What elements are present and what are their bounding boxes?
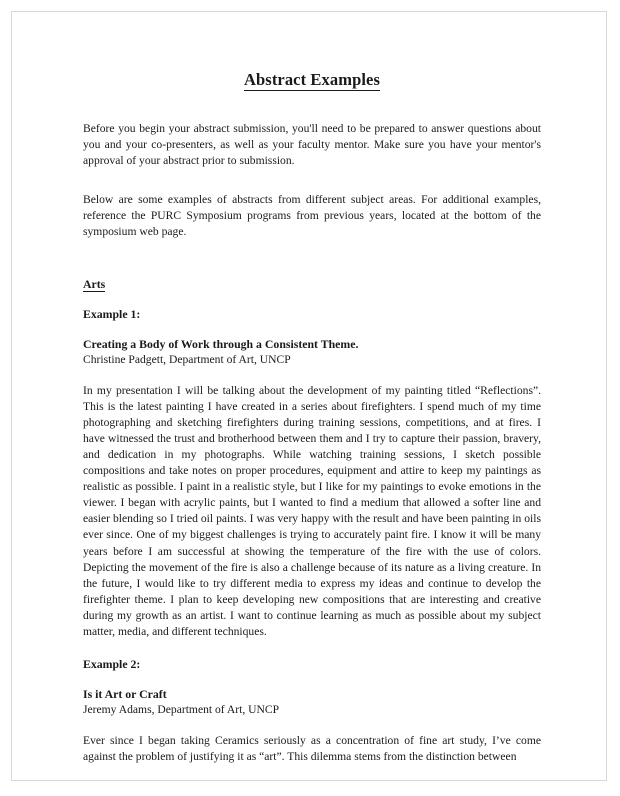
example-1-title: Creating a Body of Work through a Consistent Theme. [83, 336, 359, 351]
example-1-body: In my presentation I will be talking about the development of my painting titled “Reflections”. This is the latest painting I have created in a series about firefighters. I spend much of my time photographing and sketching firefighters during training sessions, competitions, and at fires. I have witnessed the trust and brotherhood between them and I try to capture their passion, bravery, and dedication in my photographs. While watching training sessions, I sketch possible compositions and take notes on proper procedures, equipment and attire to keep my paintings as realistic as possible. I paint in a realistic style, but I like for my paintings to evoke emotions in the viewer. I began with acrylic paints, but I wanted to find a medium that allowed a softer line and easier blending so I tried oil paints. I was very happy with the result and have been painting in oils ever since. One of my biggest challenges is trying to accurately paint fire. I know it will be many years before I am successful at showing the temperature of the fire with the use of colors. Depicting the movement of the fire is also a challenge because of its nature as a living creature. In the future, I would like to try different media to express my ideas and continue to develop the firefighter theme. I plan to keep developing new compositions that are interesting and creative during my growth as an artist. I want to continue learning as much as possible about my subject matter, media, and different techniques. [83, 383, 541, 638]
spacer [83, 90, 541, 121]
example-1-author: Christine Padgett, Department of Art, UNCP [83, 352, 291, 366]
section-heading-arts [83, 276, 541, 292]
spacer [83, 292, 541, 306]
page-title [83, 70, 541, 90]
spacer [83, 322, 541, 336]
spacer [83, 640, 541, 656]
example-2-author: Jeremy Adams, Department of Art, UNCP [83, 703, 280, 717]
document-content [83, 70, 541, 765]
second-paragraph: Below are some examples of abstracts from different subject areas. For additional examples, reference the PURC Symposium programs from previous years, located at the bottom of the symposium web page. [83, 193, 541, 239]
document-page [11, 11, 607, 781]
example-2-label: Example 2: [83, 657, 141, 672]
spacer [83, 241, 541, 276]
example-2-body: Ever since I began taking Ceramics seriously as a concentration of fine art study, I’ve come against the problem of justifying it as “art”. This dilemma stems from the distinction between [83, 734, 541, 764]
spacer [83, 672, 541, 686]
spacer [83, 718, 541, 733]
example-2-title: Is it Art or Craft [83, 687, 167, 702]
section-heading-arts-text: Arts [83, 276, 106, 291]
spacer [83, 368, 541, 383]
example-1-label: Example 1: [83, 306, 141, 321]
page-title-text: Abstract Examples [244, 70, 380, 89]
spacer [83, 169, 541, 192]
intro-paragraph: Before you begin your abstract submission, you'll need to be prepared to answer questions about you and your co-presenters, as well as your faculty mentor. Make sure you have your mentor's approval of your abstract prior to submission. [83, 122, 541, 168]
